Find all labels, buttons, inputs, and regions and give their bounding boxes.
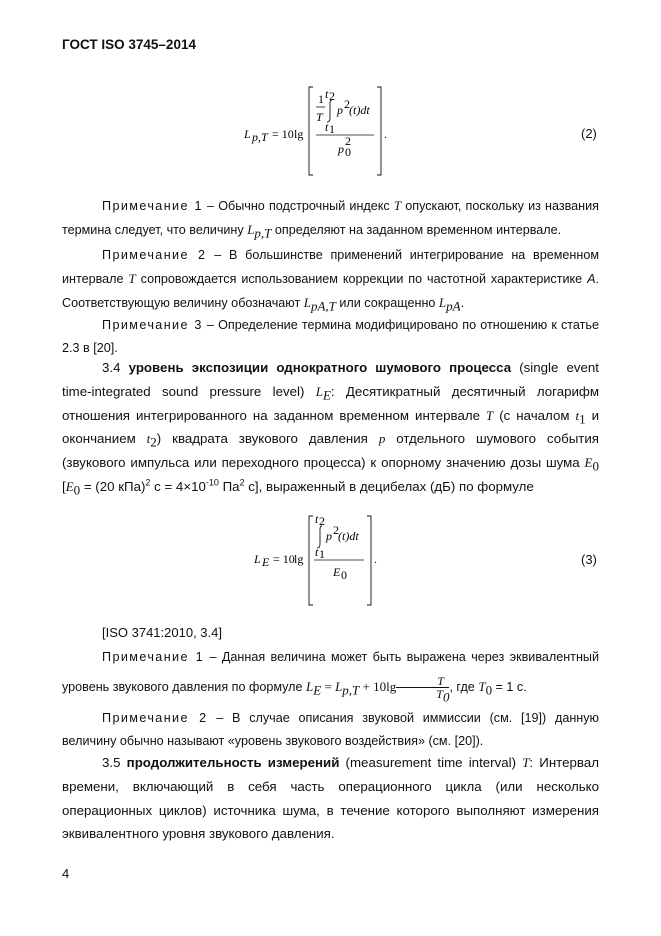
eq2-lhs-sub: p,T (252, 130, 268, 144)
eq2-den: p (338, 142, 344, 156)
document-header: ГОСТ ISO 3745–2014 (62, 37, 196, 52)
note-3: Примечание 3 – Определение термина модифицировано по отношению к статье 2.3 в [20]. (62, 318, 599, 355)
eq3-lhs-sub: E (262, 555, 270, 569)
reference: [ISO 3741:2010, 3.4] (102, 625, 222, 640)
eq3-lhs: L (254, 552, 261, 566)
eq2-lg: lg (294, 127, 304, 141)
note4-fraction: $\frac{T}{T_0}$ (396, 675, 449, 700)
eq3-lg: lg (294, 552, 304, 566)
eq3-t2: t (315, 512, 319, 526)
eq3-arg: (t)dt (338, 529, 359, 543)
eq3-number: (3) (581, 552, 597, 567)
eq2-t2s: 2 (329, 89, 335, 103)
eq2-number: (2) (581, 126, 597, 141)
eq3-t2s: 2 (319, 514, 325, 528)
note-4: Примечание 1 – Данная величина может быть выражена через эквивалентный уровень звукового давления по формуле $L_E = L_{p,T} + 10\lg$ $\frac{T}{T_0}$ , где $T_0 = 1$ с. (62, 650, 599, 705)
note-1: Примечание 1 – Обычно подстрочный индекс T опускают, поскольку из названия термина следует, что величину $L_{p,T}$ определяют на заданном временном интервале. (62, 198, 599, 241)
eq2-integrand: p (337, 103, 343, 117)
eq3-exp: 2 (333, 523, 339, 537)
eq3-den-sub: 0 (341, 568, 347, 582)
eq3-equals: = 10 (273, 552, 295, 566)
note-5: Примечание 2 – В случае описания звуковой иммиссии (см. [19]) данную величину обычно называют «уровень звукового воздействия» (см. [20]). (62, 711, 599, 748)
eq2-lhs: L (244, 127, 251, 141)
eq2-brackets (309, 87, 381, 175)
eq2-t2: t (325, 87, 329, 101)
eq2-den-sub: 0 (345, 145, 351, 159)
eq3-t1s: 1 (319, 547, 325, 561)
equation-2 (243, 87, 387, 175)
eq2-exp: 2 (344, 97, 350, 111)
eq3-brackets (309, 516, 371, 605)
eq3-dot: . (374, 552, 377, 566)
eq2-t1s: 1 (329, 122, 335, 136)
eq2-T: T (316, 110, 323, 124)
eq3-den: E (333, 565, 341, 579)
term-3-5: 3.5 продолжительность измерений (measurement time interval) T: Интервал времени, включающий в себя часть операционного цикла (или несколько операционных циклов) источника шума, в течение которого выполняют измерения эквивалентного уровня звукового давления. (62, 755, 599, 842)
page-number: 4 (62, 866, 70, 881)
eq3-t1: t (315, 545, 319, 559)
eq3-integrand: p (326, 529, 332, 543)
eq2-one: 1 (318, 92, 324, 106)
eq2-arg: (t)dt (349, 103, 370, 117)
eq2-equals: = 10 (272, 127, 294, 141)
note-2: Примечание 2 – В большинстве применений интегрирование на временном интервале T сопровождается использованием коррекции по частотной характеристике A. Соответствующую величину обозначают $L_{pA,T}$ или сокращенно $L_{pA}$. (62, 248, 600, 314)
equation-3 (253, 512, 377, 605)
eq2-den-sup: 2 (345, 134, 351, 148)
eq2-dot: . (384, 127, 387, 141)
eq2-t1: t (325, 120, 329, 134)
term-3-4: 3.4 уровень экспозиции однократного шумового процесса (single event time-integrated sound pressure level) $L_E$: Десятикратный десятичный логарифм отношения интегрированного на заданном временном интервале T (с началом $t_1$ и окончанием $t_2$) квадрата звукового давления p отдельного шумового события (звукового импульса или переходного процесса) к опорному значению дозы шума $E_0$ [$E_0 = (20$ кПа)$^2$ $с = 4\times 10^{-10}$ $Па^2$ с], выраженный в децибелах (дБ) по формуле (62, 360, 600, 498)
